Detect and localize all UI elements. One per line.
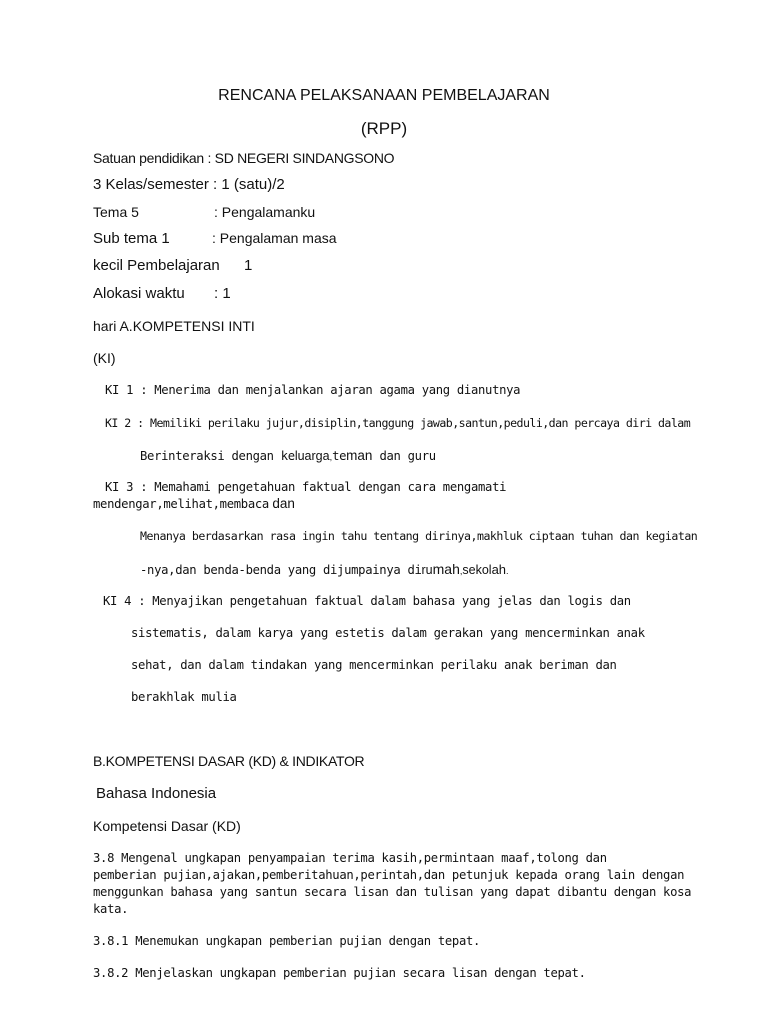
ki-1: KI 1 : Menerima dan menjalankan ajaran agama yang dianutnya <box>105 383 521 397</box>
ki-4-line-3: sehat, dan dalam tindakan yang mencerminkan perilaku anak beriman dan <box>131 658 617 672</box>
ki-2: KI 2 : Memiliki perilaku jujur,disiplin,tanggung jawab,santun,peduli,dan percaya diri dalam <box>105 416 691 430</box>
alokasi-value: : 1 <box>214 285 231 302</box>
ki-3-cont-text: mendengar,melihat,membaca <box>93 497 269 511</box>
ki-2-cont-keluarga: luarga <box>294 449 330 463</box>
hari-kompetensi-inti: hari A.KOMPETENSI INTI <box>93 318 255 334</box>
ki-2-cont-te: te <box>332 449 347 463</box>
ki-2-cont-end: dan guru <box>372 449 436 463</box>
subtema-label: Sub tema 1 <box>93 230 170 247</box>
ki-3-line-3-sekol: sekol <box>462 563 492 577</box>
ki-3-line-3 <box>140 561 509 577</box>
kd-label: Kompetensi Dasar (KD) <box>93 818 241 834</box>
ki-2-cont-comma: , <box>329 452 333 462</box>
ki-3-line-3-mah: mah <box>432 561 460 577</box>
subtema-value: : Pengalaman masa <box>212 230 337 246</box>
alokasi-label: Alokasi waktu <box>93 285 185 302</box>
ki-3-line-2: Menanya berdasarkan rasa ingin tahu tentang dirinya,makhluk ciptaan tuhan dan kegiatan <box>140 529 698 543</box>
subtema-row <box>93 230 337 248</box>
pembelajaran-row <box>93 257 252 274</box>
ki-3-line-3-period: . <box>506 566 509 576</box>
ki-3-line-3-comma: , <box>459 566 463 576</box>
ki-abbreviation: (KI) <box>93 350 116 366</box>
subject-name: Bahasa Indonesia <box>96 785 217 802</box>
ki-2-continued <box>140 448 436 463</box>
ki-3-line-3-ah: ah <box>491 562 507 577</box>
tema-value: : Pengalamanku <box>214 204 316 220</box>
kd-3-8-line-2: pemberian pujian,ajakan,pemberitahuan,perintah,dan petunjuk kepada orang lain dengan <box>93 868 685 882</box>
document-title: RENCANA PELAKSANAAN PEMBELAJARAN <box>218 87 550 104</box>
ki-2-cont-man: man <box>346 448 373 463</box>
document-subtitle: (RPP) <box>360 119 408 138</box>
kd-3-8-line-4: kata. <box>93 902 129 916</box>
ki-3-line-3-text: -nya,dan benda-benda yang dijumpainya <box>140 563 408 577</box>
ki-4-line-4: berakhlak mulia <box>131 690 237 704</box>
ki-2-cont-text: Berinteraksi dengan ke <box>140 449 295 463</box>
ki-4: KI 4 : Menyajikan pengetahuan faktual dalam bahasa yang jelas dan logis dan <box>103 594 631 608</box>
indikator-3-8-1: 3.8.1 Menemukan ungkapan pemberian pujian dengan tepat. <box>93 934 481 948</box>
ki-3-line-3-di: di <box>407 563 422 577</box>
kd-3-8-line-3: menggunkan bahasa yang santun secara lisan dan tulisan yang dapat dibantu dengan kosa <box>93 885 692 899</box>
ki-3: KI 3 : Memahami pengetahuan faktual dengan cara mengamati <box>105 480 507 494</box>
alokasi-row <box>93 285 231 302</box>
ki-3-cont-dan: dan <box>272 496 295 511</box>
ki-3-continued <box>93 496 295 511</box>
indikator-3-8-2: 3.8.2 Menjelaskan ungkapan pemberian pujian secara lisan dengan tepat. <box>93 966 586 980</box>
pembelajaran-label: kecil Pembelajaran <box>93 257 220 274</box>
tema-row <box>93 204 315 220</box>
ki-4-line-2: sistematis, dalam karya yang estetis dalam gerakan yang mencerminkan anak <box>131 626 645 640</box>
pembelajaran-value: 1 <box>244 257 253 274</box>
kd-heading: B.KOMPETENSI DASAR (KD) & INDIKATOR <box>93 753 365 769</box>
tema-label: Tema 5 <box>93 204 139 220</box>
satuan-pendidikan: Satuan pendidikan : SD NEGERI SINDANGSONO <box>93 150 395 166</box>
kelas-semester: 3 Kelas/semester : 1 (satu)/2 <box>93 176 285 193</box>
ki-3-line-3-ru: ru <box>421 563 433 577</box>
kd-3-8-line-1: 3.8 Mengenal ungkapan penyampaian terima kasih,permintaan maaf,tolong dan <box>93 851 607 865</box>
